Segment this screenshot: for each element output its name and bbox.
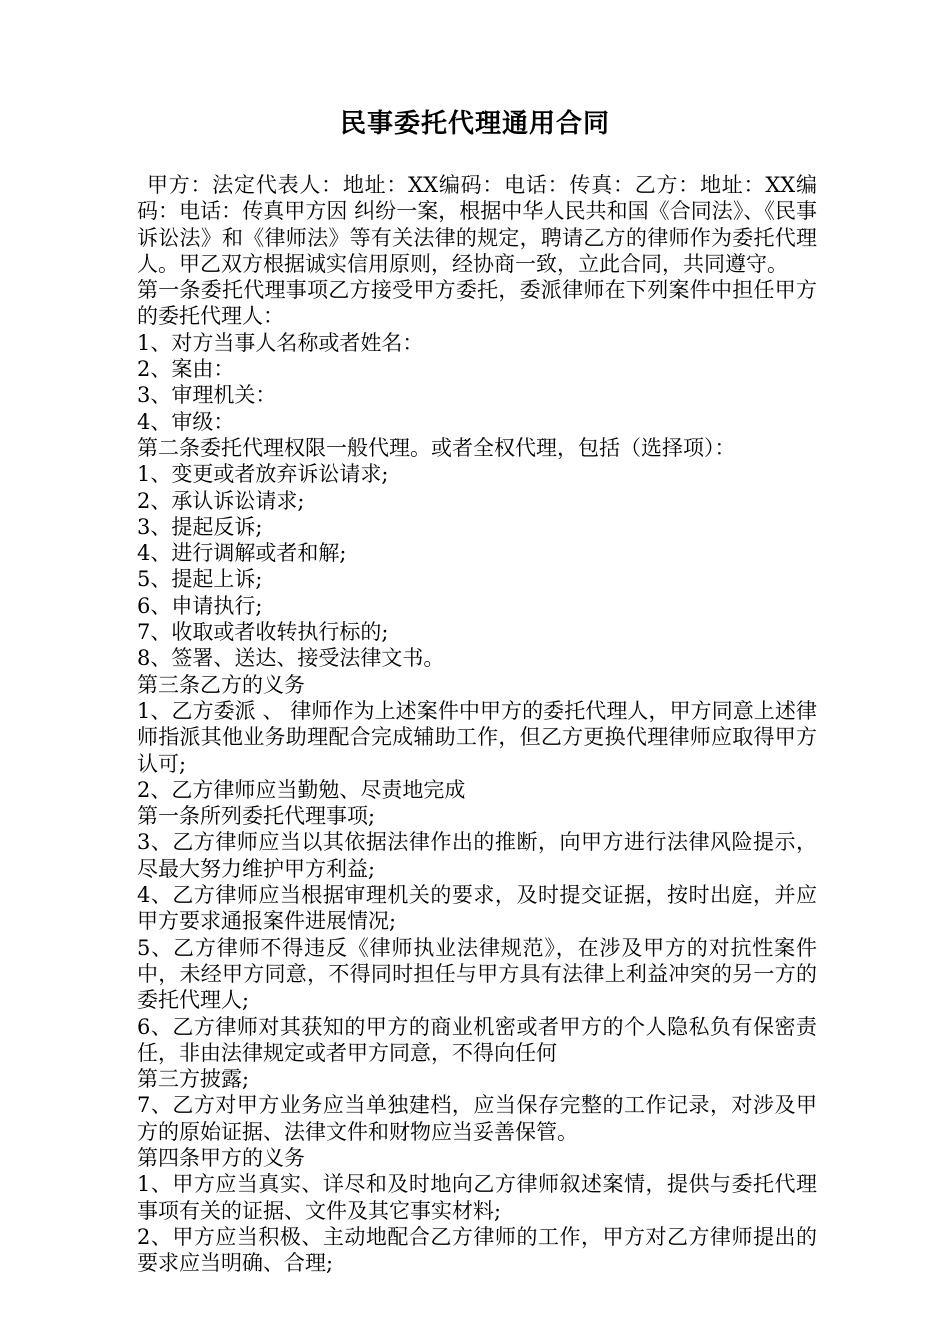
- article-1-heading: 第一条委托代理事项乙方接受甲方委托，委派律师在下列案件中担任甲方的委托代理人：: [137, 278, 817, 329]
- article-4-item-1: 1、甲方应当真实、详尽和及时地向乙方律师叙述案情，提供与委托代理事项有关的证据、文件及其它事实材料;: [137, 1172, 817, 1223]
- document-title: 民事委托代理通用合同: [339, 109, 610, 139]
- article-3-item-6: 6、乙方律师对其获知的甲方的商业机密或者甲方的个人隐私负有保密责任，非由法律规定或者甲方同意，不得向任何: [137, 1014, 817, 1065]
- article-3-item-1: 1、乙方委派 、 律师作为上述案件中甲方的委托代理人，甲方同意上述律师指派其他业务助理配合完成辅助工作，但乙方更换代理律师应取得甲方认可;: [137, 698, 817, 776]
- article-1-item-2: 2、案由：: [137, 357, 235, 382]
- article-2-item-8: 8、签署、送达、接受法律文书。: [137, 646, 445, 671]
- article-4-item-2: 2、甲方应当积极、主动地配合乙方律师的工作，甲方对乙方律师提出的要求应当明确、合理;: [137, 1224, 817, 1276]
- article-3-item-2: 2、乙方律师应当勤勉、尽责地完成: [137, 777, 466, 802]
- article-3-item-2-continued: 第一条所列委托代理事项;: [137, 804, 376, 829]
- article-1-item-1: 1、对方当事人名称或者姓名：: [137, 330, 424, 355]
- article-2-item-4: 4、进行调解或者和解;: [137, 541, 347, 566]
- preamble-paragraph: 甲方：法定代表人：地址：XX编码：电话：传真：乙方：地址：XX编码：电话：传真甲方因 纠纷一案，根据中华人民共和国《合同法》、《民事诉讼法》和《律师法》等有关法律的规定，聘请乙方的律师作为委托代理人。甲乙双方根据诚实信用原则，经协商一致，立此合同，共同遵守。: [137, 173, 817, 276]
- article-1-item-3: 3、审理机关：: [137, 383, 277, 408]
- article-3-item-4: 4、乙方律师应当根据审理机关的要求，及时提交证据，按时出庭，并应甲方要求通报案件进展情况;: [137, 883, 817, 934]
- article-3-item-7: 7、乙方对甲方业务应当单独建档，应当保存完整的工作记录，对涉及甲方的原始证据、法律文件和财物应当妥善保管。: [137, 1093, 817, 1144]
- article-3-item-3: 3、乙方律师应当以其依据法律作出的推断，向甲方进行法律风险提示，尽最大努力维护甲方利益;: [137, 830, 817, 881]
- article-4-heading: 第四条甲方的义务: [137, 1145, 305, 1170]
- article-2-item-3: 3、提起反诉;: [137, 514, 263, 539]
- article-2-item-5: 5、提起上诉;: [137, 567, 263, 592]
- article-2-heading: 第二条委托代理权限一般代理。或者全权代理，包括（选择项）：: [137, 435, 736, 460]
- article-2-item-2: 2、承认诉讼请求;: [137, 488, 305, 513]
- article-3-item-6-continued: 第三方披露;: [137, 1067, 250, 1092]
- article-1-item-4: 4、审级：: [137, 409, 235, 434]
- document-body: [137, 172, 817, 1276]
- article-2-item-7: 7、收取或者收转执行标的;: [137, 620, 389, 645]
- article-2-item-6: 6、申请执行;: [137, 593, 263, 618]
- article-3-item-5: 5、乙方律师不得违反《律师执业法律规范》，在涉及甲方的对抗性案件中，未经甲方同意，不得同时担任与甲方具有法律上利益冲突的另一方的委托代理人;: [137, 935, 817, 1013]
- article-3-heading: 第三条乙方的义务: [137, 672, 305, 697]
- article-2-item-1: 1、变更或者放弃诉讼请求;: [137, 462, 389, 487]
